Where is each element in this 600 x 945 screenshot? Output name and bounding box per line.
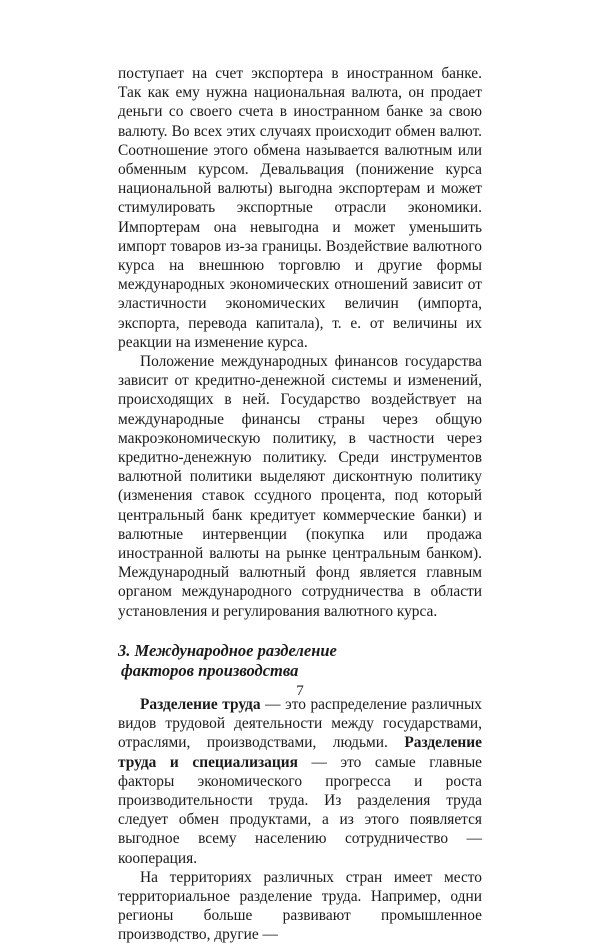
term-division-of-labor: Разделение труда <box>140 695 261 713</box>
paragraph-division-of-labor <box>118 695 482 868</box>
section-heading-line1: 3. Международное разделение <box>118 640 337 660</box>
page-body <box>118 64 482 945</box>
paragraph-territorial-division: На территориях различных стран имеет место территориальное разделение труда. Например, одни регионы больше развивают промышленное производство, другие — <box>118 868 482 944</box>
definition-division-and-specialization: — это самые главные факторы экономического прогресса и роста производительности труда. Из разделения труда следует обмен продуктами, а из этого появляется выгодное всему населению сотрудничество — кооперация. <box>118 753 482 867</box>
paragraph-exchange-rate: поступает на счет экспортера в иностранном банке. Так как ему нужна национальная валюта, он продает деньги со своего счета в иностранном банке за свою валюту. Во всех этих случаях происходит обмен валют. Соотношение этого обмена называется валютным или обменным курсом. Девальвация (понижение курса национальной валюты) выгодна экспортерам и может стимулировать экспортные отрасли экономики. Импортерам она невыгодна и может уменьшить импорт товаров из-за границы. Воздействие валютного курса на внешнюю торговлю и другие формы международных экономических отношений зависит от эластичности экономических величин (импорта, экспорта, перевода капитала), т. е. от величины их реакции на изменение курса. <box>118 65 482 351</box>
section-heading-line2: факторов производства <box>121 660 299 680</box>
paragraph-international-finance: Положение международных финансов государства зависит от кредитно-денежной системы и изменений, происходящих в ней. Государство воздействует на международные финансы страны через общую макроэкономическую политику, в частности через кредитно-денежную политику. Среди инструментов валютной политики выделяют дисконтную политику (изменения ставок ссудного процента, под который центральный банк кредитует коммерческие банки) и валютные интервенции (покупка или продажа иностранной валюты на рынке центральным банком). Международный валютный фонд является главным органом международного сотрудничества в области установления и регулирования валютного курса. <box>118 353 482 620</box>
term-division-and-specialization: Разделение труда и специализация <box>118 734 482 771</box>
definition-division-of-labor: — это распределение различных видов трудовой деятельности между государствами, отраслями, производствами, людьми. <box>118 695 482 752</box>
page-number: 7 <box>296 683 304 699</box>
section-heading <box>118 641 482 681</box>
